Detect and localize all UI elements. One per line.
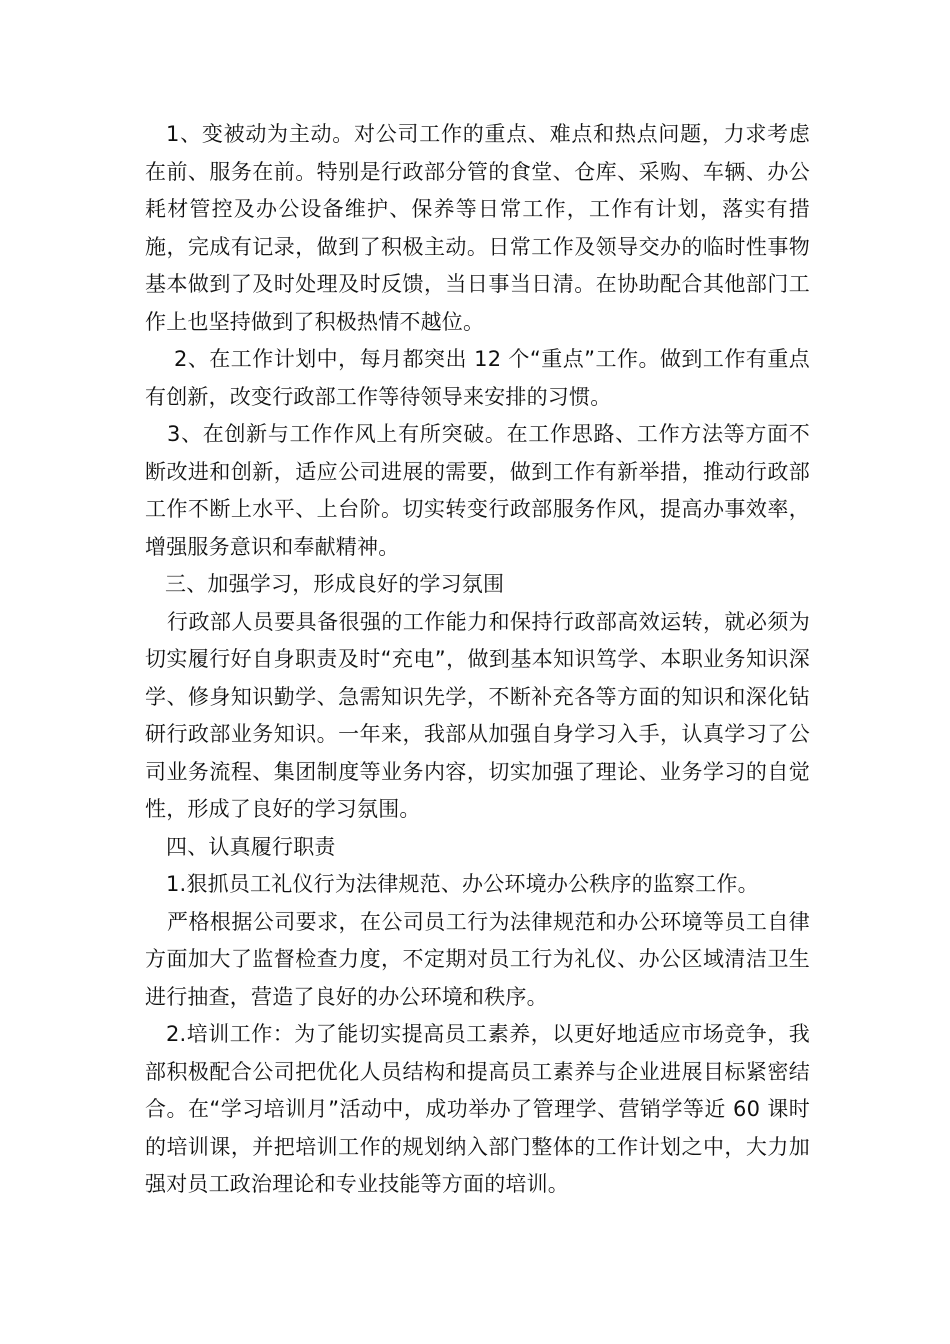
section-heading-duties: 四、认真履行职责 (166, 834, 336, 859)
paragraph-etiquette-supervision-title: 1.狠抓员工礼仪行为法律规范、办公环境办公秩序的监察工作。 (166, 872, 759, 896)
section-heading-learning: 三、加强学习，形成良好的学习氛围 (165, 572, 505, 596)
paragraph-work-plan-focus: 2、在工作计划中，每月都突出 12 个“重点”工作。做到工作有重点有创新，改变行政部工作等待领导来安排的习惯。 (145, 347, 810, 409)
paragraph-innovation-style: 3、在创新与工作作风上有所突破。在工作思路、工作方法等方面不断改进和创新，适应公司进展的需要，做到工作有新举措，推动行政部工作不断上水平、上台阶。切实转变行政部服务作风，提高办事效率，增强服务意识和奉献精神。 (145, 422, 810, 559)
paragraph-proactive-work: 1、变被动为主动。对公司工作的重点、难点和热点问题，力求考虑在前、服务在前。特别是行政部分管的食堂、仓库、采购、车辆、办公耗材管控及办公设备维护、保养等日常工作，工作有计划，落实有措施，完成有记录，做到了积极主动。日常工作及领导交办的临时性事物基本做到了及时处理及时反馈，当日事当日清。在协助配合其他部门工作上也坚持做到了积极热情不越位。 (145, 122, 810, 334)
paragraph-learning-atmosphere: 行政部人员要具备很强的工作能力和保持行政部高效运转，就必须为切实履行好自身职责及时“充电”，做到基本知识笃学、本职业务知识深学、修身知识勤学、急需知识先学，不断补充各等方面的知识和深化钻研行政部业务知识。一年来，我部从加强自身学习入手，认真学习了公司业务流程、集团制度等业务内容，切实加强了理论、业务学习的自觉性，形成了良好的学习氛围。 (145, 609, 810, 821)
paragraph-training-work: 2.培训工作：为了能切实提高员工素养，以更好地适应市场竞争，我部积极配合公司把优化人员结构和提高员工素养与企业进展目标紧密结合。在“学习培训月”活动中，成功举办了管理学、营销学等近 60 课时的培训课，并把培训工作的规划纳入部门整体的工作计划之中，大力加强对员工政治理论和专业技能等方面的培训。 (145, 1022, 810, 1196)
paragraph-etiquette-supervision: 严格根据公司要求，在公司员工行为法律规范和办公环境等员工自律方面加大了监督检查力度，不定期对员工行为礼仪、办公区域清洁卫生进行抽查，营造了良好的办公环境和秩序。 (145, 909, 810, 1009)
document-body (145, 116, 810, 1204)
